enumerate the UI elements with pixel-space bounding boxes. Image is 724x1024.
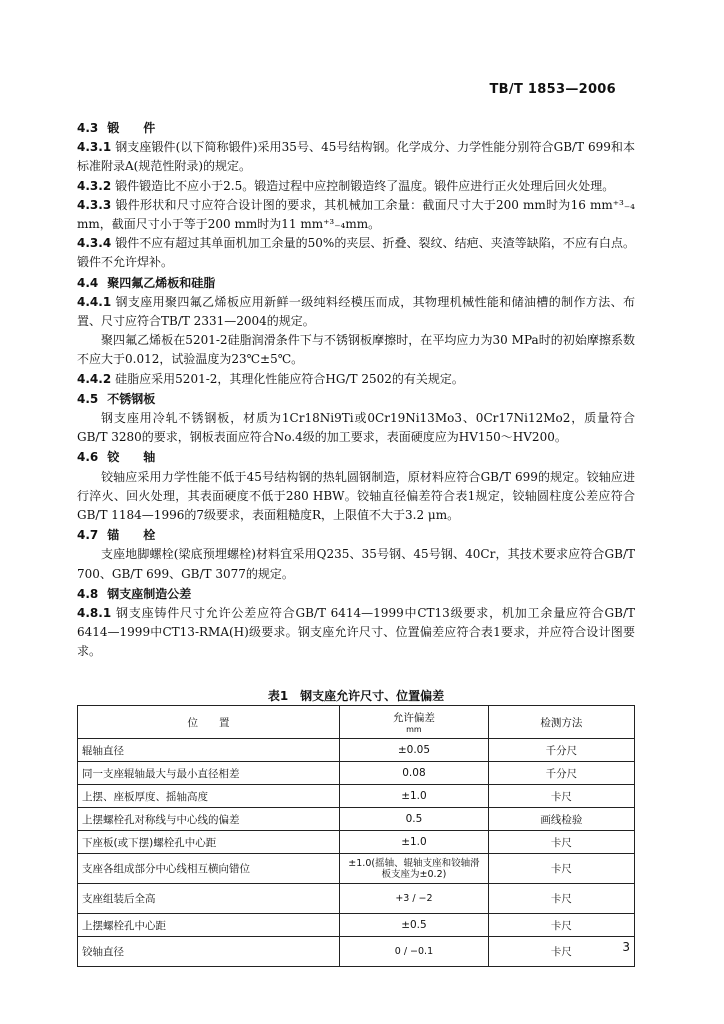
cell-position: 铰轴直径 [78,937,340,967]
table-row [78,914,635,937]
cell-method: 卡尺 [488,884,634,914]
table-row [78,937,635,967]
header-deviation: 允许偏差 mm [340,706,489,739]
cell-deviation: ±0.5 [340,914,489,937]
header-deviation-unit: mm [406,724,422,734]
table-row [78,808,635,831]
table-row [78,831,635,854]
cell-position: 支座各组成部分中心线相互横向错位 [78,854,340,884]
cell-position: 上摆、座板厚度、摇轴高度 [78,785,340,808]
paragraph-4-8-1: 4.8.1 钢支座铸件尺寸允许公差应符合GB/T 6414—1999中CT13级要求，机加工余量应符合GB/T 6414—1999中CT13-RMA(H)级要求。钢支座允许尺寸、位置偏差应符合表1要求，并应符合设计图要求。 [77,606,635,659]
paragraph-4-3-3: 4.3.3 锻件形状和尺寸应符合设计图的要求，其机械加工余量：截面尺寸大于200 mm时为16 mm⁺³₋₄ mm，截面尺寸小于等于200 mm时为11 mm⁺³₋₄mm。 [77,197,635,232]
table-row [78,854,635,884]
section-heading-4-3: 4.3 锻 件 [77,121,156,135]
cell-method: 千分尺 [488,739,634,762]
cell-position: 上摆螺栓孔对称线与中心线的偏差 [78,808,340,831]
cell-position: 支座组装后全高 [78,884,340,914]
header-position: 位 置 [78,706,340,739]
cell-deviation: ±1.0 [340,785,489,808]
paragraph-4-4-2: 4.4.2 硅脂应采用5201-2，其理化性能应符合HG/T 2502的有关规定。 [77,371,464,386]
standard-id: TB/T 1853—2006 [489,82,616,97]
cell-method: 卡尺 [488,785,634,808]
paragraph-4-5: 钢支座用冷轧不锈钢板，材质为1Cr18Ni9Ti或0Cr19Ni13Mo3、0Cr17Ni12Mo2，质量符合GB/T 3280的要求，钢板表面应符合No.4级的加工要求，表面硬度应为HV150～HV200。 [77,411,635,445]
cell-deviation: ±1.0(摇轴、辊轴支座和铰轴滑板支座为±0.2) [340,854,489,884]
cell-deviation: 0.5 [340,808,489,831]
cell-method: 卡尺 [488,831,634,854]
paragraph-4-4-1-b: 聚四氟乙烯板在5201-2硅脂润滑条件下与不锈钢板摩擦时，在平均应力为30 MPa时的初始摩擦系数不应大于0.012，试验温度为23℃±5℃。 [77,333,635,367]
section-heading-4-8: 4.8 钢支座制造公差 [77,586,192,601]
cell-position: 上摆螺栓孔中心距 [78,914,340,937]
table-row [78,739,635,762]
section-heading-4-7: 4.7 锚 栓 [77,528,156,543]
cell-method: 画线检验 [488,808,634,831]
cell-position: 同一支座辊轴最大与最小直径相差 [78,762,340,785]
paragraph-4-7: 支座地脚螺栓(梁底预埋螺栓)材料宜采用Q235、35号钢、45号钢、40Cr，其技术要求应符合GB/T 700、GB/T 699、GB/T 3077的规定。 [77,547,635,581]
paragraph-4-6: 铰轴应采用力学性能不低于45号结构钢的热轧圆钢制造，原材料应符合GB/T 699的规定。铰轴应进行淬火、回火处理，其表面硬度不低于280 HBW。铰轴直径偏差符合表1规定，铰轴圆柱度公差应符合GB/T 1184—1996的7级要求，表面粗糙度R，上限值不大于3.2 μm。 [77,469,635,523]
cell-method: 卡尺 [488,914,634,937]
table-header-row [78,706,635,739]
cell-deviation: 0 / −0.1 [340,937,489,967]
table-row [78,785,635,808]
section-heading-4-5: 4.5 不锈钢板 [77,391,156,406]
table-row [78,884,635,914]
cell-method: 千分尺 [488,762,634,785]
deviation-table [77,705,635,967]
cell-deviation: ±1.0 [340,831,489,854]
page-number: 3 [622,940,630,954]
cell-deviation: +3 / −2 [340,884,489,914]
paragraph-4-3-1: 4.3.1 钢支座锻件(以下简称锻件)采用35号、45号结构钢。化学成分、力学性能分别符合GB/T 699和本标准附录A(规范性附录)的规定。 [77,140,635,174]
cell-deviation: 0.08 [340,762,489,785]
section-heading-4-4: 4.4 聚四氟乙烯板和硅脂 [77,275,216,290]
section-heading-4-6: 4.6 铰 轴 [77,450,156,465]
header-method: 检测方法 [488,706,634,739]
cell-deviation: ±0.05 [340,739,489,762]
table-row [78,762,635,785]
table-title: 表1 钢支座允许尺寸、位置偏差 [267,689,445,703]
cell-position: 辊轴直径 [78,739,340,762]
paragraph-4-4-1: 4.4.1 钢支座用聚四氟乙烯板应用新鲜一级纯料经模压而成，其物理机械性能和储油槽的制作方法、布置、尺寸应符合TB/T 2331—2004的规定。 [77,294,635,329]
cell-position: 下座板(或下摆)螺栓孔中心距 [78,831,340,854]
cell-method: 卡尺 [488,937,634,967]
body-text [77,118,635,662]
paragraph-4-3-4: 4.3.4 锻件不应有超过其单面机加工余量的50%的夹层、折叠、裂纹、结疤、夹渣等缺陷，不应有白点。锻件不允许焊补。 [77,236,635,270]
paragraph-4-3-2: 4.3.2 锻件锻造比不应小于2.5。锻造过程中应控制锻造终了温度。锻件应进行正火处理后回火处理。 [77,178,615,193]
cell-method: 卡尺 [488,854,634,884]
